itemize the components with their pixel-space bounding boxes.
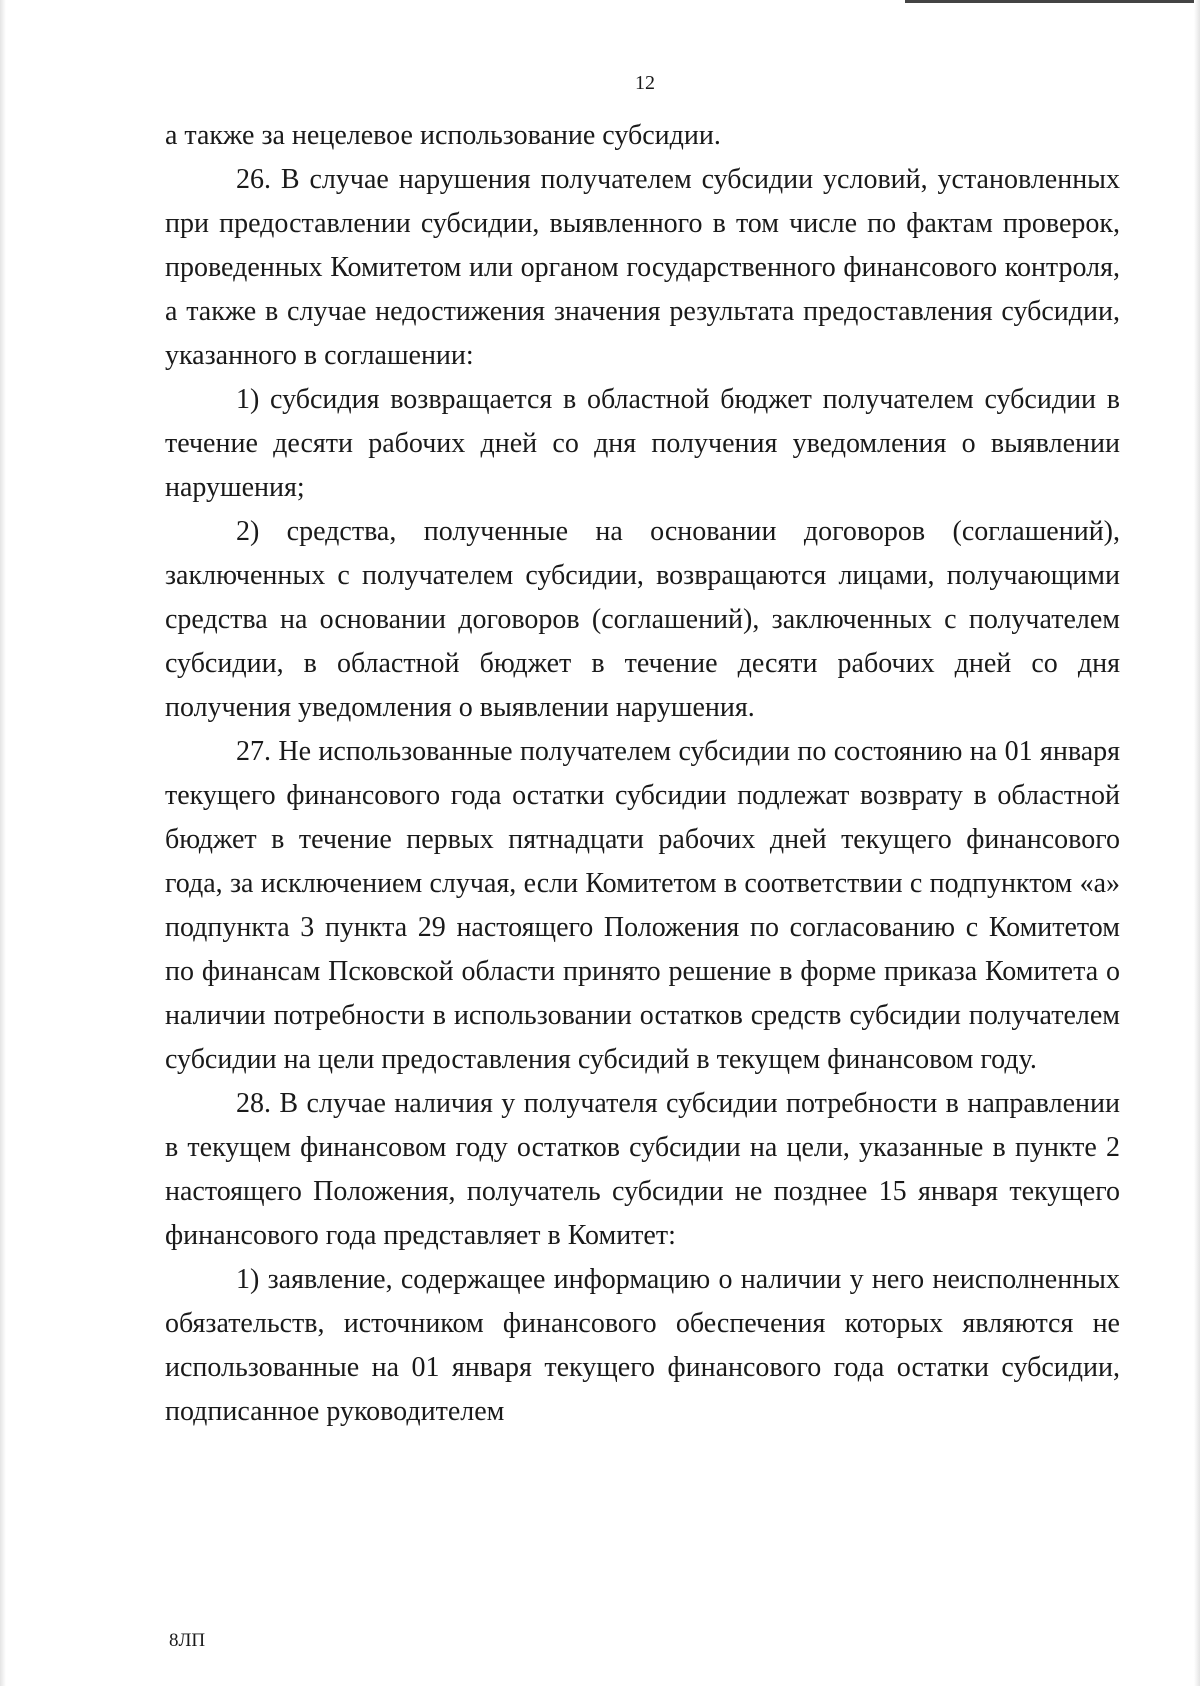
- paragraph-continuation: а также за нецелевое использование субсидии.: [165, 120, 721, 151]
- scan-edge-left: [0, 0, 6, 1686]
- paragraph-clause-27: 27. Не использованные получателем субсидии по состоянию на 01 января текущего финансового года остатки субсидии подлежат возврату в областной бюджет в течение первых пятнадцати рабочих дней текущего финансового года, за исключением случая, если Комитетом в соответствии с подпунктом «а» подпункта 3 пункта 29 настоящего Положения по согласованию с Комитетом по финансам Псковской области принято решение в форме приказа Комитета о наличии потребности в использовании остатков средств субсидии получателем субсидии на цели предоставления субсидий в текущем финансовом году.: [165, 736, 1120, 1075]
- paragraph-clause-28-item-1: 1) заявление, содержащее информацию о наличии у него неисполненных обязательств, источником финансового обеспечения которых являются не использованные на 01 января текущего финансового года остатки субсидии, подписанное руководителем: [165, 1264, 1120, 1427]
- scan-edge-right: [1194, 0, 1200, 1686]
- page-number: 12: [635, 72, 655, 94]
- scan-edge-top: [905, 0, 1200, 3]
- document-body: [165, 114, 1120, 1434]
- paragraph-clause-28: 28. В случае наличия у получателя субсидии потребности в направлении в текущем финансовом году остатков субсидии на цели, указанные в пункте 2 настоящего Положения, получатель субсидии не позднее 15 января текущего финансового года представляет в Комитет:: [165, 1088, 1120, 1251]
- footer-document-code: 8ЛП: [169, 1630, 206, 1651]
- paragraph-clause-26-item-1: 1) субсидия возвращается в областной бюджет получателем субсидии в течение десяти рабочих дней со дня получения уведомления о выявлении нарушения;: [165, 384, 1120, 503]
- paragraph-clause-26: 26. В случае нарушения получателем субсидии условий, установленных при предоставлении субсидии, выявленного в том числе по фактам проверок, проведенных Комитетом или органом государственного финансового контроля, а также в случае недостижения значения результата предоставления субсидии, указанного в соглашении:: [165, 164, 1120, 371]
- paragraph-clause-26-item-2: 2) средства, полученные на основании договоров (соглашений), заключенных с получателем субсидии, возвращаются лицами, получающими средства на основании договоров (соглашений), заключенных с получателем субсидии, в областной бюджет в течение десяти рабочих дней со дня получения уведомления о выявлении нарушения.: [165, 516, 1120, 723]
